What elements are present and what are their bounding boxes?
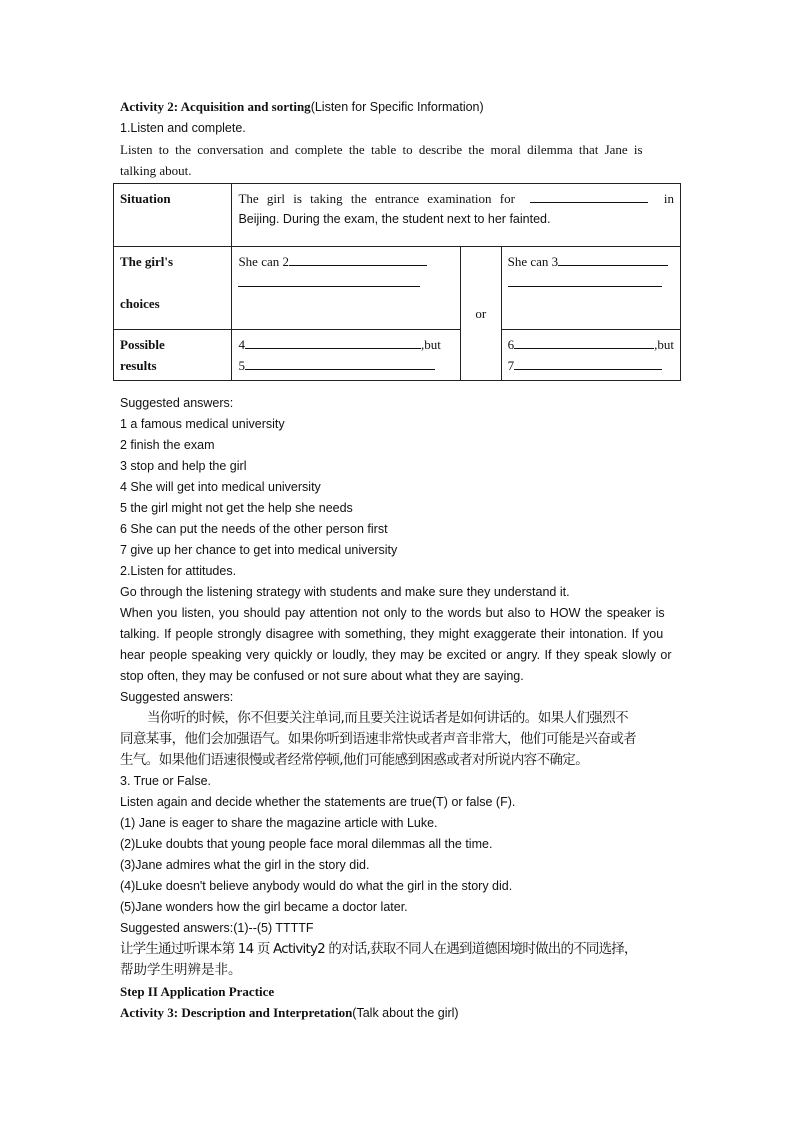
- table-row-situation: [114, 184, 681, 247]
- task2-title: 2.Listen for attitudes.: [120, 564, 237, 578]
- blank-3b[interactable]: [508, 272, 662, 287]
- result6-but: ,but: [654, 337, 674, 352]
- blank-6[interactable]: [514, 334, 654, 349]
- choices-label-line2: choices: [120, 296, 160, 311]
- answer-item: 3 stop and help the girl: [120, 459, 247, 473]
- choice2-text: She can 3: [507, 254, 559, 269]
- statement-item: (1) Jane is eager to share the magazine article with Luke.: [120, 816, 438, 830]
- choice2-cell: [501, 247, 680, 330]
- task2-cn-answer: [120, 708, 680, 771]
- results-label: [114, 330, 232, 381]
- choices-label: [114, 247, 232, 330]
- task3-answers: Suggested answers:(1)--(5) TTTTF: [120, 921, 314, 935]
- answer-item: 2 finish the exam: [120, 438, 215, 452]
- activity3-subtitle: (Talk about the girl): [352, 1006, 459, 1020]
- situation-text: The girl is taking the entrance examination for: [238, 191, 515, 206]
- situation-label: Situation: [114, 184, 232, 247]
- cn-line: 当你听的时候，你不但要关注单词,而且要关注说话者是如何讲话的。如果人们强烈不: [147, 710, 628, 726]
- situation-in: in: [663, 191, 674, 206]
- result6-num: 6: [507, 337, 515, 352]
- results-label-line1: Possible: [120, 337, 165, 352]
- task3-instruction: Listen again and decide whether the statements are true(T) or false (F).: [120, 795, 516, 809]
- strategy-line-text: hear people speaking very quickly or loudly, they may be excited or angry. If they speak slowly or: [120, 648, 672, 662]
- blank-5[interactable]: [245, 355, 435, 370]
- dilemma-table: [113, 183, 681, 381]
- task1-instruction-line1: [120, 139, 680, 160]
- task1-title: 1.Listen and complete.: [120, 121, 246, 135]
- answer-item: 1 a famous medical university: [120, 417, 285, 431]
- statement-item: (5)Jane wonders how the girl became a doctor later.: [120, 900, 408, 914]
- answer-item: 4 She will get into medical university: [120, 480, 321, 494]
- activity2-heading: [120, 96, 680, 118]
- answers1-heading: Suggested answers:: [120, 396, 234, 410]
- result-cell-left: [232, 330, 461, 381]
- choice1-text: She can 2: [238, 254, 289, 269]
- blank-2b[interactable]: [238, 272, 420, 287]
- task3-cn-note: [120, 939, 680, 981]
- strategy-line-text: When you listen, you should pay attention not only to the words but also to HOW the speaker is: [120, 606, 665, 620]
- blank-2a[interactable]: [289, 251, 427, 266]
- step2-title: Step II Application Practice: [120, 984, 275, 999]
- task1-instruction-line2: talking about.: [120, 163, 192, 178]
- blank-1[interactable]: [530, 188, 648, 203]
- cn-line: 帮助学生明辨是非。: [120, 962, 242, 978]
- strategy-line: [120, 645, 680, 666]
- choice1-cell: [232, 247, 461, 330]
- results-label-line2: results: [120, 358, 157, 373]
- statement-item: (3)Jane admires what the girl in the story did.: [120, 858, 370, 872]
- statement-item: (2)Luke doubts that young people face moral dilemmas all the time.: [120, 837, 493, 851]
- task1-instruction-text: Listen to the conversation and complete the table to describe the moral dilemma that Jane is: [120, 142, 643, 157]
- strategy-line: stop often, they may be confused or not sure about what they are saying.: [120, 669, 524, 683]
- activity2-title: Activity 2: Acquisition and sorting: [120, 99, 311, 114]
- answer-item: 5 the girl might not get the help she needs: [120, 501, 353, 515]
- strategy-paragraph: [120, 603, 680, 708]
- cn-line: 让学生通过听课本第 14 页 Activity2 的对话,获取不同人在遇到道德困境时做出的不同选择，: [120, 941, 637, 957]
- answer-item: 6 She can put the needs of the other person first: [120, 522, 388, 536]
- table-row-choices: [114, 247, 681, 330]
- blank-7[interactable]: [514, 355, 662, 370]
- task3-section: [120, 771, 680, 939]
- situation-line2: Beijing. During the exam, the student next to her fainted.: [238, 212, 551, 226]
- result-cell-right: [501, 330, 680, 381]
- task2-instruction: Go through the listening strategy with students and make sure they understand it.: [120, 585, 570, 599]
- result4-but: ,but: [420, 337, 441, 352]
- cn-line: 生气。如果他们语速很慢或者经常停顿,他们可能感到困惑或者对所说内容不确定。: [120, 752, 589, 768]
- cn-line: 同意某事，他们会加强语气。如果你听到语速非常快或者声音非常大，他们可能是兴奋或者: [120, 731, 636, 747]
- answer-item: 7 give up her chance to get into medical university: [120, 543, 398, 557]
- task3-title: 3. True or False.: [120, 774, 212, 788]
- result5-num: 5: [238, 358, 245, 373]
- or-cell: [461, 247, 502, 381]
- blank-3a[interactable]: [558, 251, 668, 266]
- blank-4[interactable]: [245, 334, 421, 349]
- activity3-title: Activity 3: Description and Interpretation: [120, 1005, 353, 1020]
- table-row-results: [114, 330, 681, 381]
- strategy-line-text: talking. If people strongly disagree with something, they might exaggerate their intonation. If you: [120, 627, 664, 641]
- choices-label-line1: The girl's: [120, 254, 174, 269]
- document-page: [120, 96, 680, 1024]
- task2-answers-heading: Suggested answers:: [120, 690, 234, 704]
- situation-cell: [232, 184, 681, 247]
- statement-item: (4)Luke doesn't believe anybody would do what the girl in the story did.: [120, 879, 513, 893]
- strategy-line: [120, 624, 680, 645]
- result7-num: 7: [507, 358, 515, 373]
- strategy-line: [120, 603, 680, 624]
- situation-line1: [238, 188, 674, 209]
- or-label: or: [475, 306, 487, 321]
- activity3-heading: [120, 1002, 680, 1024]
- activity2-subtitle: (Listen for Specific Information): [310, 100, 484, 114]
- result4-num: 4: [238, 337, 245, 352]
- answers1-section: [120, 393, 680, 603]
